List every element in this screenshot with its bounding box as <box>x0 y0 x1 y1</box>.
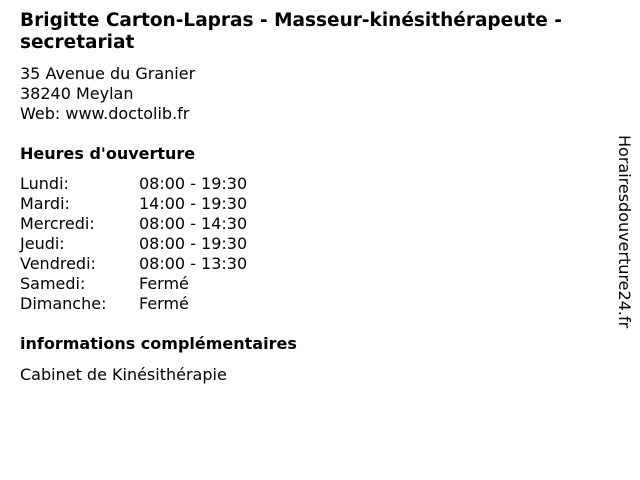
additional-info-heading: informations complémentaires <box>20 334 297 353</box>
address-city: 38240 Meylan <box>20 84 134 103</box>
hours-value: 14:00 - 19:30 <box>139 194 248 213</box>
day-label: Mercredi: <box>20 214 95 233</box>
hours-value: 08:00 - 14:30 <box>139 214 248 233</box>
day-label: Mardi: <box>20 194 70 213</box>
day-label: Lundi: <box>20 174 69 193</box>
day-label: Samedi: <box>20 274 86 293</box>
hours-value: Fermé <box>139 294 189 313</box>
opening-hours-heading: Heures d'ouverture <box>20 144 196 163</box>
hours-value: 08:00 - 13:30 <box>139 254 248 273</box>
additional-info-text: Cabinet de Kinésithérapie <box>20 365 227 384</box>
site-watermark: Horairesdouverture24.fr <box>615 135 634 329</box>
website[interactable]: Web: www.doctolib.fr <box>20 104 190 123</box>
day-label: Vendredi: <box>20 254 96 273</box>
hours-value: 08:00 - 19:30 <box>139 174 248 193</box>
day-label: Dimanche: <box>20 294 107 313</box>
address-street: 35 Avenue du Granier <box>20 64 196 83</box>
business-name: Brigitte Carton-Lapras - Masseur-kinésithérapeute - secretariat <box>20 10 562 53</box>
hours-value: 08:00 - 19:30 <box>139 234 248 253</box>
day-label: Jeudi: <box>20 234 65 253</box>
address-block <box>20 64 195 124</box>
hours-value: Fermé <box>139 274 189 293</box>
